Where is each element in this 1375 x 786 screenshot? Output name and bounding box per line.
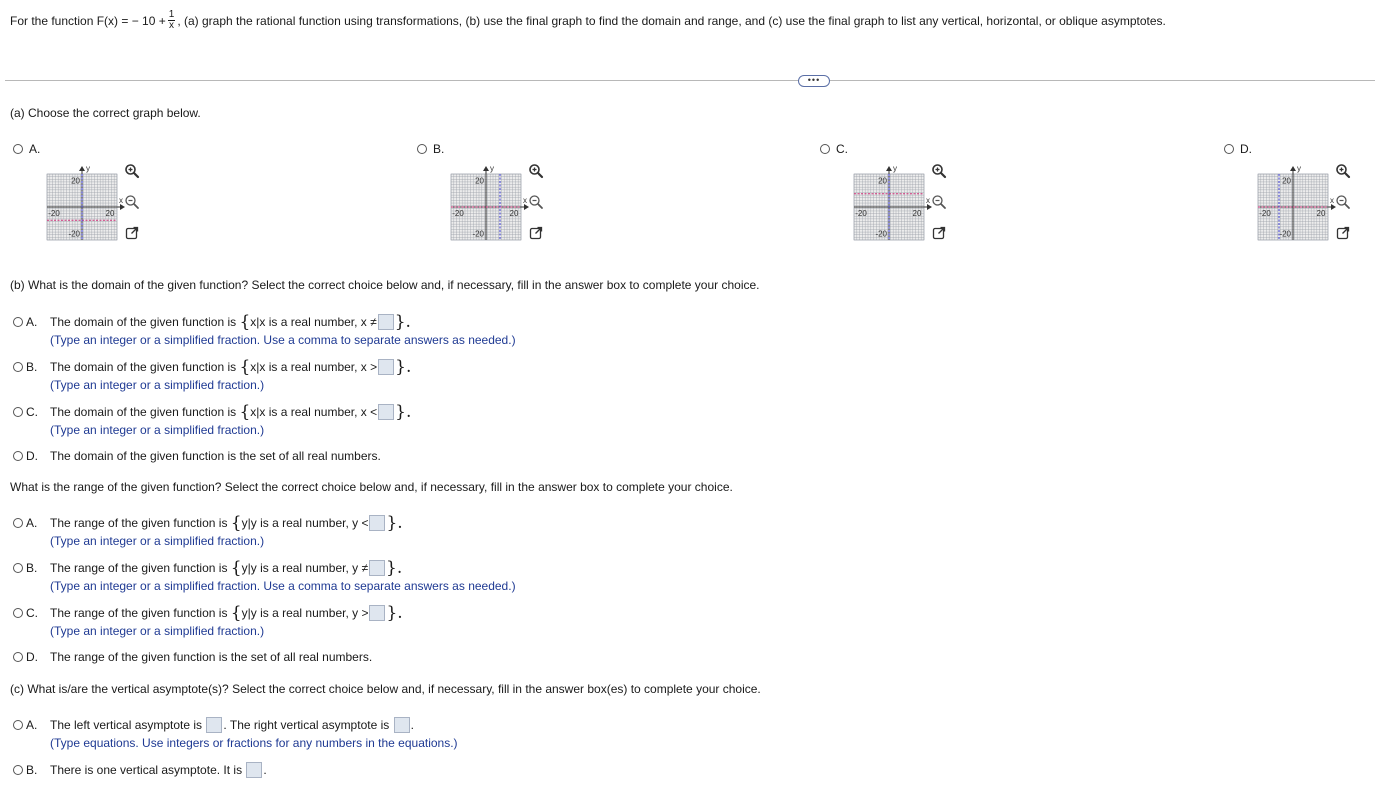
- fraction-denominator: x: [169, 20, 175, 31]
- set-body: y|y is a real number, y >: [241, 606, 369, 620]
- answer-input[interactable]: [369, 515, 385, 531]
- asymptote-input[interactable]: [246, 762, 262, 778]
- graph-option-c[interactable]: [820, 142, 848, 156]
- radio-button[interactable]: [1224, 144, 1234, 154]
- radio-button[interactable]: [13, 518, 23, 528]
- choice-text: The range of the given function is the set of all real numbers.: [50, 650, 373, 664]
- set-open-brace: {: [239, 402, 251, 422]
- x-axis-label: x: [523, 196, 527, 205]
- choice-text-right: . The right vertical asymptote is: [223, 718, 390, 732]
- y-tick-label: -20: [472, 229, 484, 239]
- choice-letter: C.: [26, 405, 38, 419]
- domain-choice-c[interactable]: [13, 404, 411, 437]
- mini-graph[interactable]: [1244, 160, 1344, 246]
- part-c-prompt: (c) What is/are the vertical asymptote(s)? Select the correct choice below and, if necessary, fill in the answer box(es) to complete your choice.: [10, 682, 761, 696]
- set-open-brace: {: [239, 357, 251, 377]
- y-tick-label: -20: [1279, 229, 1291, 239]
- choice-text: The range of the given function is: [50, 606, 228, 620]
- y-axis-label: y: [893, 164, 897, 173]
- x-axis-label: x: [119, 196, 123, 205]
- radio-button[interactable]: [13, 144, 23, 154]
- set-body: x|x is a real number, x <: [250, 405, 378, 419]
- set-close-brace: }.: [394, 312, 411, 332]
- vertical-asymptote-choice-b[interactable]: [13, 762, 267, 778]
- choice-text: The domain of the given function is: [50, 405, 237, 419]
- answer-input[interactable]: [369, 560, 385, 576]
- choice-letter: D.: [26, 449, 38, 463]
- set-body: x|x is a real number, x >: [250, 360, 378, 374]
- radio-button[interactable]: [820, 144, 830, 154]
- zoom-out-icon[interactable]: [1334, 193, 1352, 211]
- zoom-in-icon[interactable]: [123, 162, 141, 180]
- set-open-brace: {: [230, 513, 242, 533]
- expand-icon[interactable]: [930, 224, 948, 242]
- graph-option-a[interactable]: [13, 142, 40, 156]
- set-body: y|y is a real number, y <: [241, 516, 369, 530]
- y-tick-label: -20: [875, 229, 887, 239]
- right-asymptote-input[interactable]: [394, 717, 410, 733]
- choice-letter: B.: [26, 763, 38, 777]
- x-tick-label: -20: [1259, 209, 1271, 218]
- y-tick-label: 20: [878, 176, 887, 186]
- section-divider: [5, 80, 1375, 81]
- choice-letter: D.: [26, 650, 38, 664]
- radio-button[interactable]: [13, 407, 23, 417]
- graph-option-b[interactable]: [417, 142, 444, 156]
- x-tick-label: 20: [509, 209, 519, 218]
- choice-letter: A.: [26, 718, 38, 732]
- x-tick-label: 20: [105, 209, 115, 218]
- y-tick-label: 20: [1282, 176, 1291, 186]
- x-axis-label: x: [1330, 196, 1334, 205]
- y-tick-label: -20: [68, 229, 80, 239]
- header-prefix: For the function F(x) = − 10 +: [10, 13, 166, 28]
- answer-input[interactable]: [369, 605, 385, 621]
- choice-text: The domain of the given function is: [50, 315, 237, 329]
- y-tick-label: 20: [475, 176, 484, 186]
- graph-option-d[interactable]: [1224, 142, 1252, 156]
- choice-hint: (Type an integer or a simplified fraction. Use a comma to separate answers as needed.): [50, 333, 516, 347]
- y-tick-label: 20: [71, 176, 80, 186]
- choice-end: .: [263, 763, 267, 777]
- x-tick-label: -20: [452, 209, 464, 218]
- range-choice-b[interactable]: [13, 560, 516, 593]
- domain-choice-d[interactable]: [13, 449, 381, 463]
- zoom-out-icon[interactable]: [527, 193, 545, 211]
- choice-letter: A.: [26, 516, 38, 530]
- set-body: x|x is a real number, x ≠: [250, 315, 377, 329]
- y-axis-arrow: [1290, 166, 1296, 171]
- y-axis-label: y: [490, 164, 494, 173]
- answer-input[interactable]: [378, 404, 394, 420]
- header-suffix: , (a) graph the rational function using transformations, (b) use the final graph to find the domain and range, and (c) use the final graph to list any vertical, horizontal, or oblique asymptotes.: [177, 13, 1166, 28]
- radio-button[interactable]: [13, 652, 23, 662]
- expand-icon[interactable]: [123, 224, 141, 242]
- x-tick-label: -20: [855, 209, 867, 218]
- choice-letter: A.: [26, 315, 38, 329]
- domain-choice-a[interactable]: [13, 314, 516, 347]
- choice-hint: (Type an integer or a simplified fraction.): [50, 378, 265, 392]
- choice-hint: (Type an integer or a simplified fraction.): [50, 624, 265, 638]
- radio-button[interactable]: [13, 720, 23, 730]
- left-asymptote-input[interactable]: [206, 717, 222, 733]
- choice-text: The range of the given function is: [50, 561, 228, 575]
- choice-end: .: [410, 718, 414, 732]
- part-a-prompt: (a) Choose the correct graph below.: [10, 106, 201, 120]
- set-open-brace: {: [239, 312, 251, 332]
- choice-letter: B.: [26, 561, 38, 575]
- domain-choice-b[interactable]: [13, 359, 411, 392]
- range-prompt: What is the range of the given function? Select the correct choice below and, if necessary, fill in the answer box to complete your choice.: [10, 480, 733, 494]
- x-tick-label: 20: [912, 209, 922, 218]
- zoom-in-icon[interactable]: [1334, 162, 1352, 180]
- choice-text-left: The left vertical asymptote is: [50, 718, 203, 732]
- part-b-prompt: (b) What is the domain of the given function? Select the correct choice below and, if necessary, fill in the answer box to complete your choice.: [10, 278, 760, 292]
- range-choice-a[interactable]: [13, 515, 403, 548]
- set-close-brace: }.: [395, 402, 412, 422]
- y-axis-arrow: [483, 166, 489, 171]
- set-close-brace: }.: [386, 558, 403, 578]
- option-letter: B.: [433, 142, 445, 156]
- answer-input[interactable]: [378, 314, 394, 330]
- choice-text: The domain of the given function is the set of all real numbers.: [50, 449, 381, 463]
- radio-button[interactable]: [13, 608, 23, 618]
- set-body: y|y is a real number, y ≠: [241, 561, 369, 575]
- expand-icon[interactable]: [527, 224, 545, 242]
- option-letter: A.: [29, 142, 41, 156]
- set-close-brace: }.: [386, 513, 403, 533]
- range-choice-c[interactable]: [13, 605, 403, 638]
- zoom-out-icon[interactable]: [930, 193, 948, 211]
- radio-button[interactable]: [13, 451, 23, 461]
- question-header: [10, 10, 1166, 31]
- range-choice-d[interactable]: [13, 650, 372, 664]
- choice-text: There is one vertical asymptote. It is: [50, 763, 243, 777]
- y-axis-arrow: [886, 166, 892, 171]
- expand-icon[interactable]: [1334, 224, 1352, 242]
- answer-input[interactable]: [378, 359, 394, 375]
- function-fraction: [168, 10, 176, 31]
- y-axis-label: y: [86, 164, 90, 173]
- choice-hint: (Type an integer or a simplified fraction.): [50, 534, 265, 548]
- x-tick-label: -20: [48, 209, 60, 218]
- radio-button[interactable]: [417, 144, 427, 154]
- set-open-brace: {: [230, 558, 242, 578]
- zoom-in-icon[interactable]: [930, 162, 948, 180]
- zoom-in-icon[interactable]: [527, 162, 545, 180]
- x-tick-label: 20: [1316, 209, 1326, 218]
- radio-button[interactable]: [13, 765, 23, 775]
- set-open-brace: {: [230, 603, 242, 623]
- choice-text: The domain of the given function is: [50, 360, 237, 374]
- vertical-asymptote-choice-a[interactable]: [13, 717, 458, 750]
- choice-letter: B.: [26, 360, 38, 374]
- choice-hint: (Type equations. Use integers or fractions for any numbers in the equations.): [50, 736, 458, 750]
- radio-button[interactable]: [13, 317, 23, 327]
- option-letter: D.: [1240, 142, 1252, 156]
- choice-hint: (Type an integer or a simplified fraction.): [50, 423, 265, 437]
- mini-graph[interactable]: [437, 160, 537, 246]
- more-button[interactable]: •••: [798, 75, 830, 87]
- option-letter: C.: [836, 142, 848, 156]
- set-close-brace: }.: [386, 603, 403, 623]
- radio-button[interactable]: [13, 563, 23, 573]
- fraction-numerator: 1: [168, 9, 175, 20]
- y-axis-label: y: [1297, 164, 1301, 173]
- x-axis-label: x: [926, 196, 930, 205]
- zoom-out-icon[interactable]: [123, 193, 141, 211]
- choice-text: The range of the given function is: [50, 516, 228, 530]
- mini-graph[interactable]: [840, 160, 940, 246]
- y-axis-arrow: [79, 166, 85, 171]
- set-close-brace: }.: [395, 357, 412, 377]
- mini-graph[interactable]: [33, 160, 133, 246]
- choice-hint: (Type an integer or a simplified fraction. Use a comma to separate answers as needed.): [50, 579, 516, 593]
- radio-button[interactable]: [13, 362, 23, 372]
- choice-letter: C.: [26, 606, 38, 620]
